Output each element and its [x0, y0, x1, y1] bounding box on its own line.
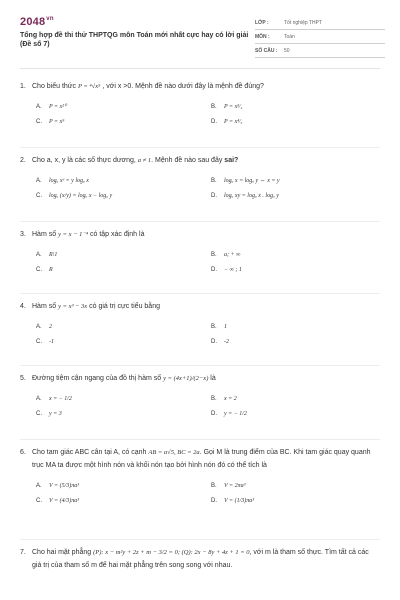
question-6 — [20, 446, 380, 508]
question-number: 7. — [20, 549, 26, 556]
answer-options — [20, 247, 380, 277]
option-letter: A. — [36, 177, 42, 184]
option-letter: D. — [211, 410, 217, 417]
answer-options — [20, 478, 380, 508]
question-text: Cho hai mặt phẳng (P): x − m²y + 2z + m − 3/2 = 0; (Q): 2x − 8y + 4z + 1 = 0, với m là tham số thực. Tìm tất cả các giá trị của tham số m để hai mặt phẳng trên song song với nhau. — [32, 549, 369, 569]
question-2 — [20, 154, 380, 203]
document-title: Tổng hợp đề thi thử THPTQG môn Toán mới nhất cực hay có lời giải (Đề số 7) — [20, 32, 249, 48]
meta-value: 50 — [284, 47, 290, 54]
meta-key: LỚP : — [255, 19, 269, 26]
option-letter: D. — [211, 266, 217, 273]
option-letter: B. — [211, 103, 217, 110]
answer-option[interactable] — [211, 114, 386, 129]
option-letter: C. — [36, 338, 42, 345]
answer-option[interactable] — [211, 188, 386, 203]
answer-option[interactable] — [36, 334, 211, 349]
question-text: Đường tiệm cận ngang của đồ thị hàm số y = (4x+1)/(2−x) là — [32, 375, 216, 382]
answer-option[interactable] — [211, 334, 386, 349]
option-letter: D. — [211, 192, 217, 199]
question-5 — [20, 372, 380, 421]
option-letter: C. — [36, 118, 42, 125]
logo-suffix: vn — [46, 16, 54, 23]
option-text: logₐ xʸ = y logₐ x — [49, 177, 89, 184]
option-text: P = x⁴⁄₅ — [224, 118, 243, 125]
question-number: 1. — [20, 83, 26, 90]
answer-options — [20, 319, 380, 349]
page-header — [0, 0, 400, 62]
question-number: 4. — [20, 303, 26, 310]
option-text: -2 — [224, 338, 229, 345]
option-text: x = 2 — [224, 395, 237, 402]
answer-option[interactable] — [36, 406, 211, 421]
meta-value: Toán — [284, 33, 295, 40]
meta-value: Tốt nghiệp THPT — [284, 19, 322, 26]
option-letter: A. — [36, 482, 42, 489]
option-letter: C. — [36, 497, 42, 504]
answer-option[interactable] — [36, 478, 211, 493]
question-text: Cho a, x, y là các số thực dương, a ≠ 1. Mệnh đề nào sau đây sai? — [32, 157, 239, 164]
option-letter: B. — [211, 395, 217, 402]
question-stem — [20, 300, 380, 313]
option-text: V = (4/3)πa³ — [49, 497, 80, 504]
option-text: 1 — [224, 323, 227, 330]
question-separator — [20, 147, 380, 148]
question-stem — [20, 228, 380, 241]
question-separator — [20, 293, 380, 294]
answer-option[interactable] — [211, 319, 386, 334]
option-letter: B. — [211, 323, 217, 330]
answer-option[interactable] — [36, 114, 211, 129]
option-text: x = − 1/2 — [49, 395, 72, 402]
option-letter: C. — [36, 192, 42, 199]
question-separator — [20, 365, 380, 366]
option-letter: C. — [36, 410, 42, 417]
answer-option[interactable] — [211, 478, 386, 493]
answer-option[interactable] — [36, 391, 211, 406]
question-text: Cho tam giác ABC cân tại A, có cạnh AB = a√5, BC = 2a. Gọi M là trung điểm của BC. Khi tam giác quay quanh trục MA ta được một hình nón và khối nón tạo bởi hình nón đó có thể tích là — [32, 449, 371, 469]
answer-option[interactable] — [211, 173, 386, 188]
option-text: V = (1/3)πa³ — [224, 497, 255, 504]
question-separator — [20, 221, 380, 222]
option-letter: B. — [211, 177, 217, 184]
question-7 — [20, 546, 380, 572]
question-stem — [20, 80, 380, 93]
question-separator — [20, 539, 380, 540]
option-text: y = − 1/2 — [224, 410, 247, 417]
meta-row-subject — [255, 30, 385, 44]
option-text: P = x⁵⁄₄ — [224, 103, 243, 110]
question-number: 6. — [20, 449, 26, 456]
metadata-table — [255, 16, 385, 58]
option-text: V = (5/3)πa³ — [49, 482, 80, 489]
question-3 — [20, 228, 380, 277]
option-text: y = 3 — [49, 410, 62, 417]
question-stem — [20, 154, 380, 167]
option-text: logₐ x = logₐ y ⇔ x = y — [224, 177, 280, 184]
question-1 — [20, 80, 380, 129]
answer-option[interactable] — [211, 391, 386, 406]
option-letter: A. — [36, 323, 42, 330]
header-divider — [20, 68, 380, 69]
question-4 — [20, 300, 380, 349]
site-logo[interactable]: $2048^{vn}$ — [20, 16, 54, 28]
answer-option[interactable] — [211, 262, 386, 277]
question-number: 3. — [20, 231, 26, 238]
answer-option[interactable] — [36, 247, 211, 262]
meta-row-class — [255, 16, 385, 30]
answer-option[interactable] — [36, 262, 211, 277]
answer-option[interactable] — [36, 173, 211, 188]
answer-option[interactable] — [36, 493, 211, 508]
answer-options — [20, 173, 380, 203]
meta-key: MÔN : — [255, 33, 270, 40]
answer-option[interactable] — [211, 99, 386, 114]
answer-option[interactable] — [36, 99, 211, 114]
option-letter: A. — [36, 251, 42, 258]
meta-row-count — [255, 44, 385, 58]
option-letter: A. — [36, 103, 42, 110]
option-text: V = 2πa³ — [224, 482, 246, 489]
question-separator — [20, 439, 380, 440]
question-number: 5. — [20, 375, 26, 382]
question-text: Hàm số y = x³ − 3x có giá trị cực tiểu bằng — [32, 303, 160, 310]
option-letter: D. — [211, 497, 217, 504]
option-letter: D. — [211, 338, 217, 345]
meta-key: SỐ CÂU : — [255, 47, 278, 54]
answer-options — [20, 391, 380, 421]
option-text: logₐ (x/y) = logₐ x − logₐ y — [49, 192, 113, 199]
question-stem — [20, 372, 380, 385]
option-letter: A. — [36, 395, 42, 402]
answer-option[interactable] — [36, 319, 211, 334]
option-text: -1 — [49, 338, 54, 345]
option-text: − ∞ ; 1 — [224, 266, 242, 273]
option-text: P = x²⁰ — [49, 104, 67, 110]
option-letter: C. — [36, 266, 42, 273]
answer-option[interactable] — [211, 247, 386, 262]
answer-option[interactable] — [211, 406, 386, 421]
answer-option[interactable] — [211, 493, 386, 508]
option-letter: D. — [211, 118, 217, 125]
answer-options — [20, 99, 380, 129]
answer-option[interactable] — [36, 188, 211, 203]
question-stem — [20, 446, 380, 472]
question-stem — [20, 546, 380, 572]
question-text: Hàm số y = x − 1⁻⁴ có tập xác định là — [32, 231, 145, 238]
option-text: logₐ xy = logₐ x . logₐ y — [224, 192, 279, 199]
option-text: 2 — [49, 323, 52, 330]
option-text: P = x⁹ — [49, 118, 65, 125]
option-text: R — [49, 266, 53, 273]
option-letter: B. — [211, 251, 217, 258]
option-letter: B. — [211, 482, 217, 489]
option-text: a; + ∞ — [224, 251, 241, 258]
question-text: Cho biểu thức P = ⁴√x⁵ , với x >0. Mệnh đề nào dưới đây là mệnh đề đúng? — [32, 83, 264, 90]
question-number: 2. — [20, 157, 26, 164]
option-text: R\1 — [49, 251, 58, 258]
